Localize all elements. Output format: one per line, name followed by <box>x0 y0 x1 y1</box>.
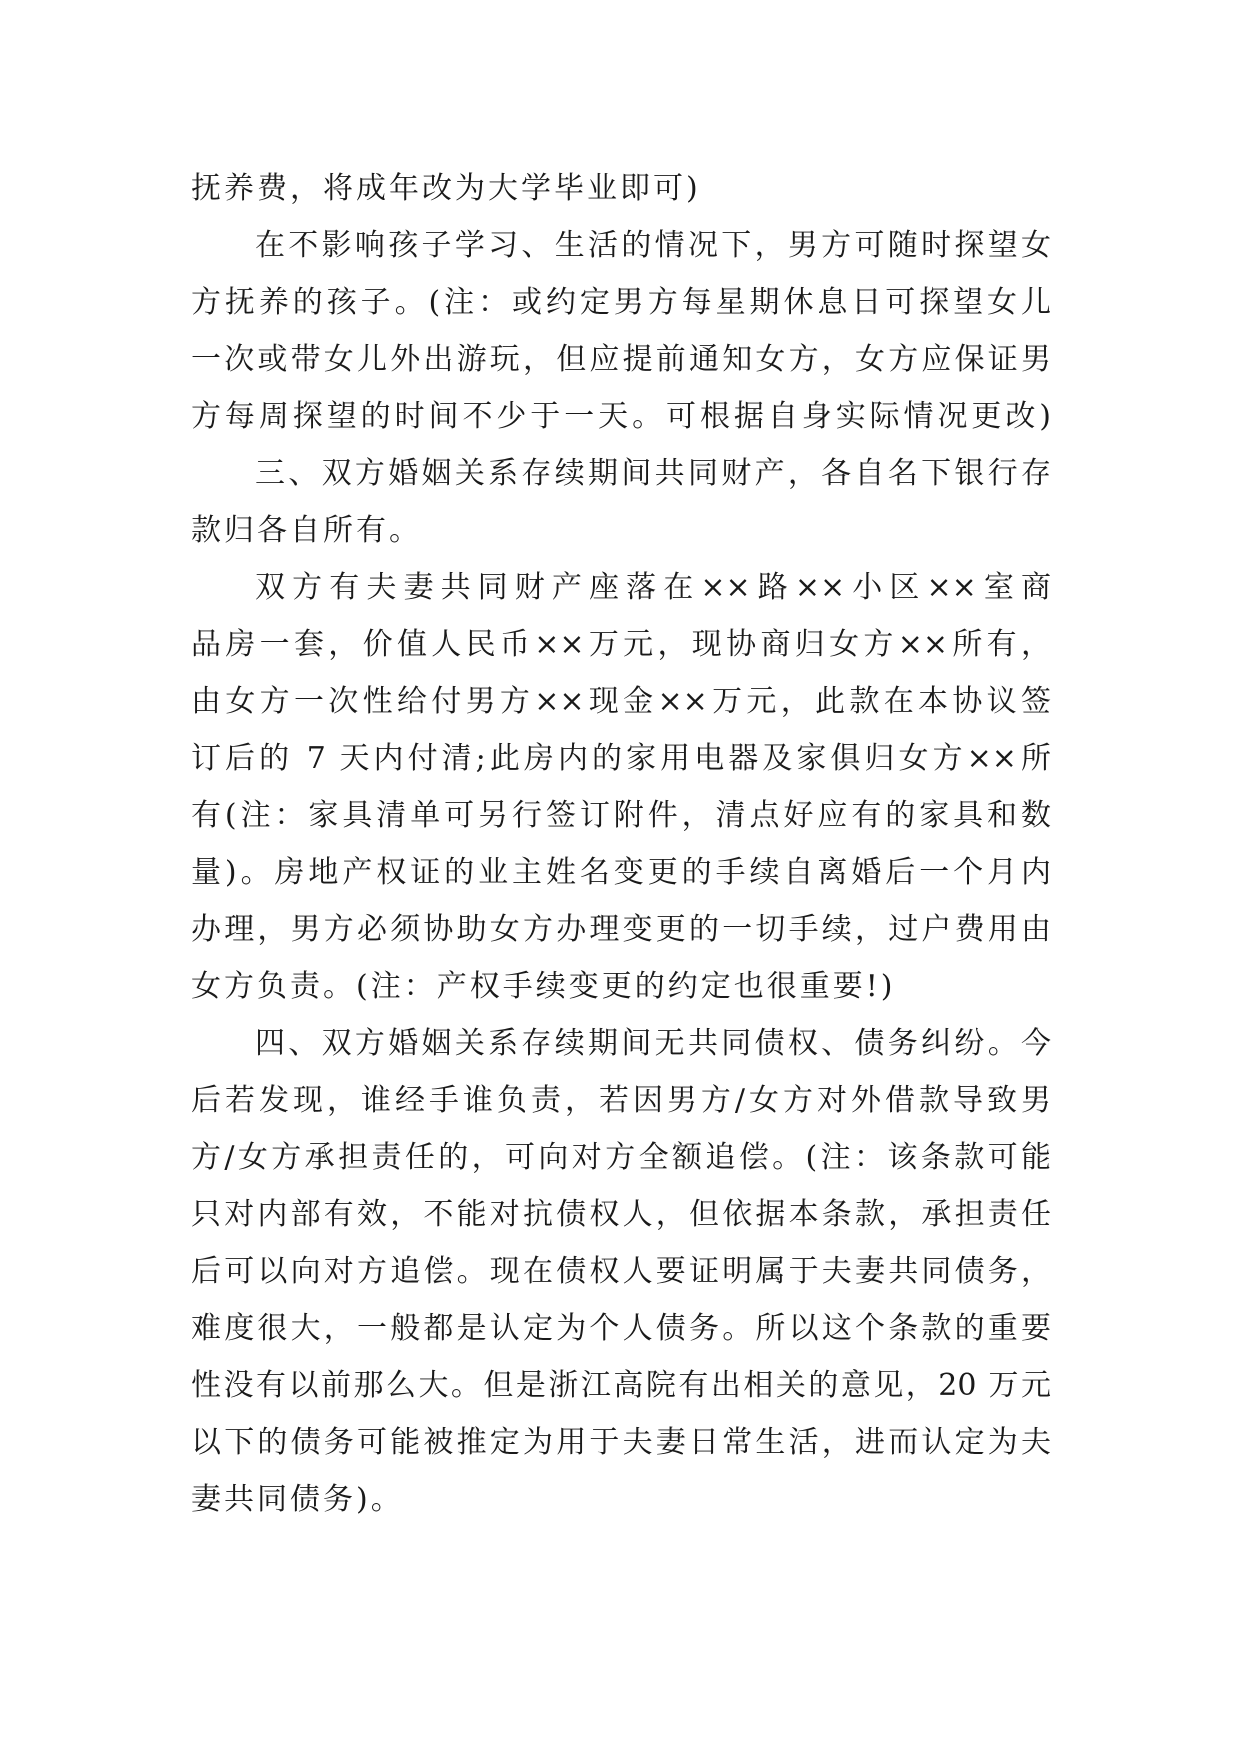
text-line: 后可以向对方追偿。现在债权人要证明属于夫妻共同债务， <box>191 1254 1051 1289</box>
text-line: 双方有夫妻共同财产座落在××路××小区××室商 <box>255 570 1051 605</box>
text-line: 抚养费，将成年改为大学毕业即可) <box>191 171 701 206</box>
text-line: 品房一套，价值人民币××万元，现协商归女方××所有， <box>191 627 1051 662</box>
text-line: 方每周探望的时间不少于一天。可根据自身实际情况更改) <box>191 399 1051 434</box>
text-line: 三、双方婚姻关系存续期间共同财产，各自名下银行存 <box>255 456 1051 491</box>
text-line: 以下的债务可能被推定为用于夫妻日常生活，进而认定为夫 <box>191 1425 1051 1460</box>
text-line: 难度很大，一般都是认定为个人债务。所以这个条款的重要 <box>191 1311 1051 1346</box>
text-line: 由女方一次性给付男方××现金××万元，此款在本协议签 <box>191 684 1051 719</box>
text-line: 后若发现，谁经手谁负责，若因男方/女方对外借款导致男 <box>191 1083 1051 1118</box>
text-line: 量)。房地产权证的业主姓名变更的手续自离婚后一个月内 <box>191 855 1051 890</box>
text-line: 四、双方婚姻关系存续期间无共同债权、债务纠纷。今 <box>255 1026 1051 1061</box>
text-line: 方/女方承担责任的，可向对方全额追偿。(注：该条款可能 <box>191 1140 1051 1175</box>
text-line: 妻共同债务)。 <box>191 1482 404 1517</box>
text-line: 女方负责。(注：产权手续变更的约定也很重要!) <box>191 969 896 1004</box>
text-line: 只对内部有效，不能对抗债权人，但依据本条款，承担责任 <box>191 1197 1051 1232</box>
text-line: 方抚养的孩子。(注：或约定男方每星期休息日可探望女儿 <box>191 285 1051 320</box>
text-line: 一次或带女儿外出游玩，但应提前通知女方，女方应保证男 <box>191 342 1051 377</box>
text-line: 办理，男方必须协助女方办理变更的一切手续，过户费用由 <box>191 912 1051 947</box>
text-line: 在不影响孩子学习、生活的情况下，男方可随时探望女 <box>255 228 1051 263</box>
text-line: 有(注：家具清单可另行签订附件，清点好应有的家具和数 <box>191 798 1051 833</box>
text-line: 订后的 7 天内付清;此房内的家用电器及家俱归女方××所 <box>191 741 1051 776</box>
document-body <box>191 160 1051 1528</box>
text-line: 性没有以前那么大。但是浙江高院有出相关的意见，20 万元 <box>191 1368 1051 1403</box>
text-line: 款归各自所有。 <box>191 513 422 548</box>
